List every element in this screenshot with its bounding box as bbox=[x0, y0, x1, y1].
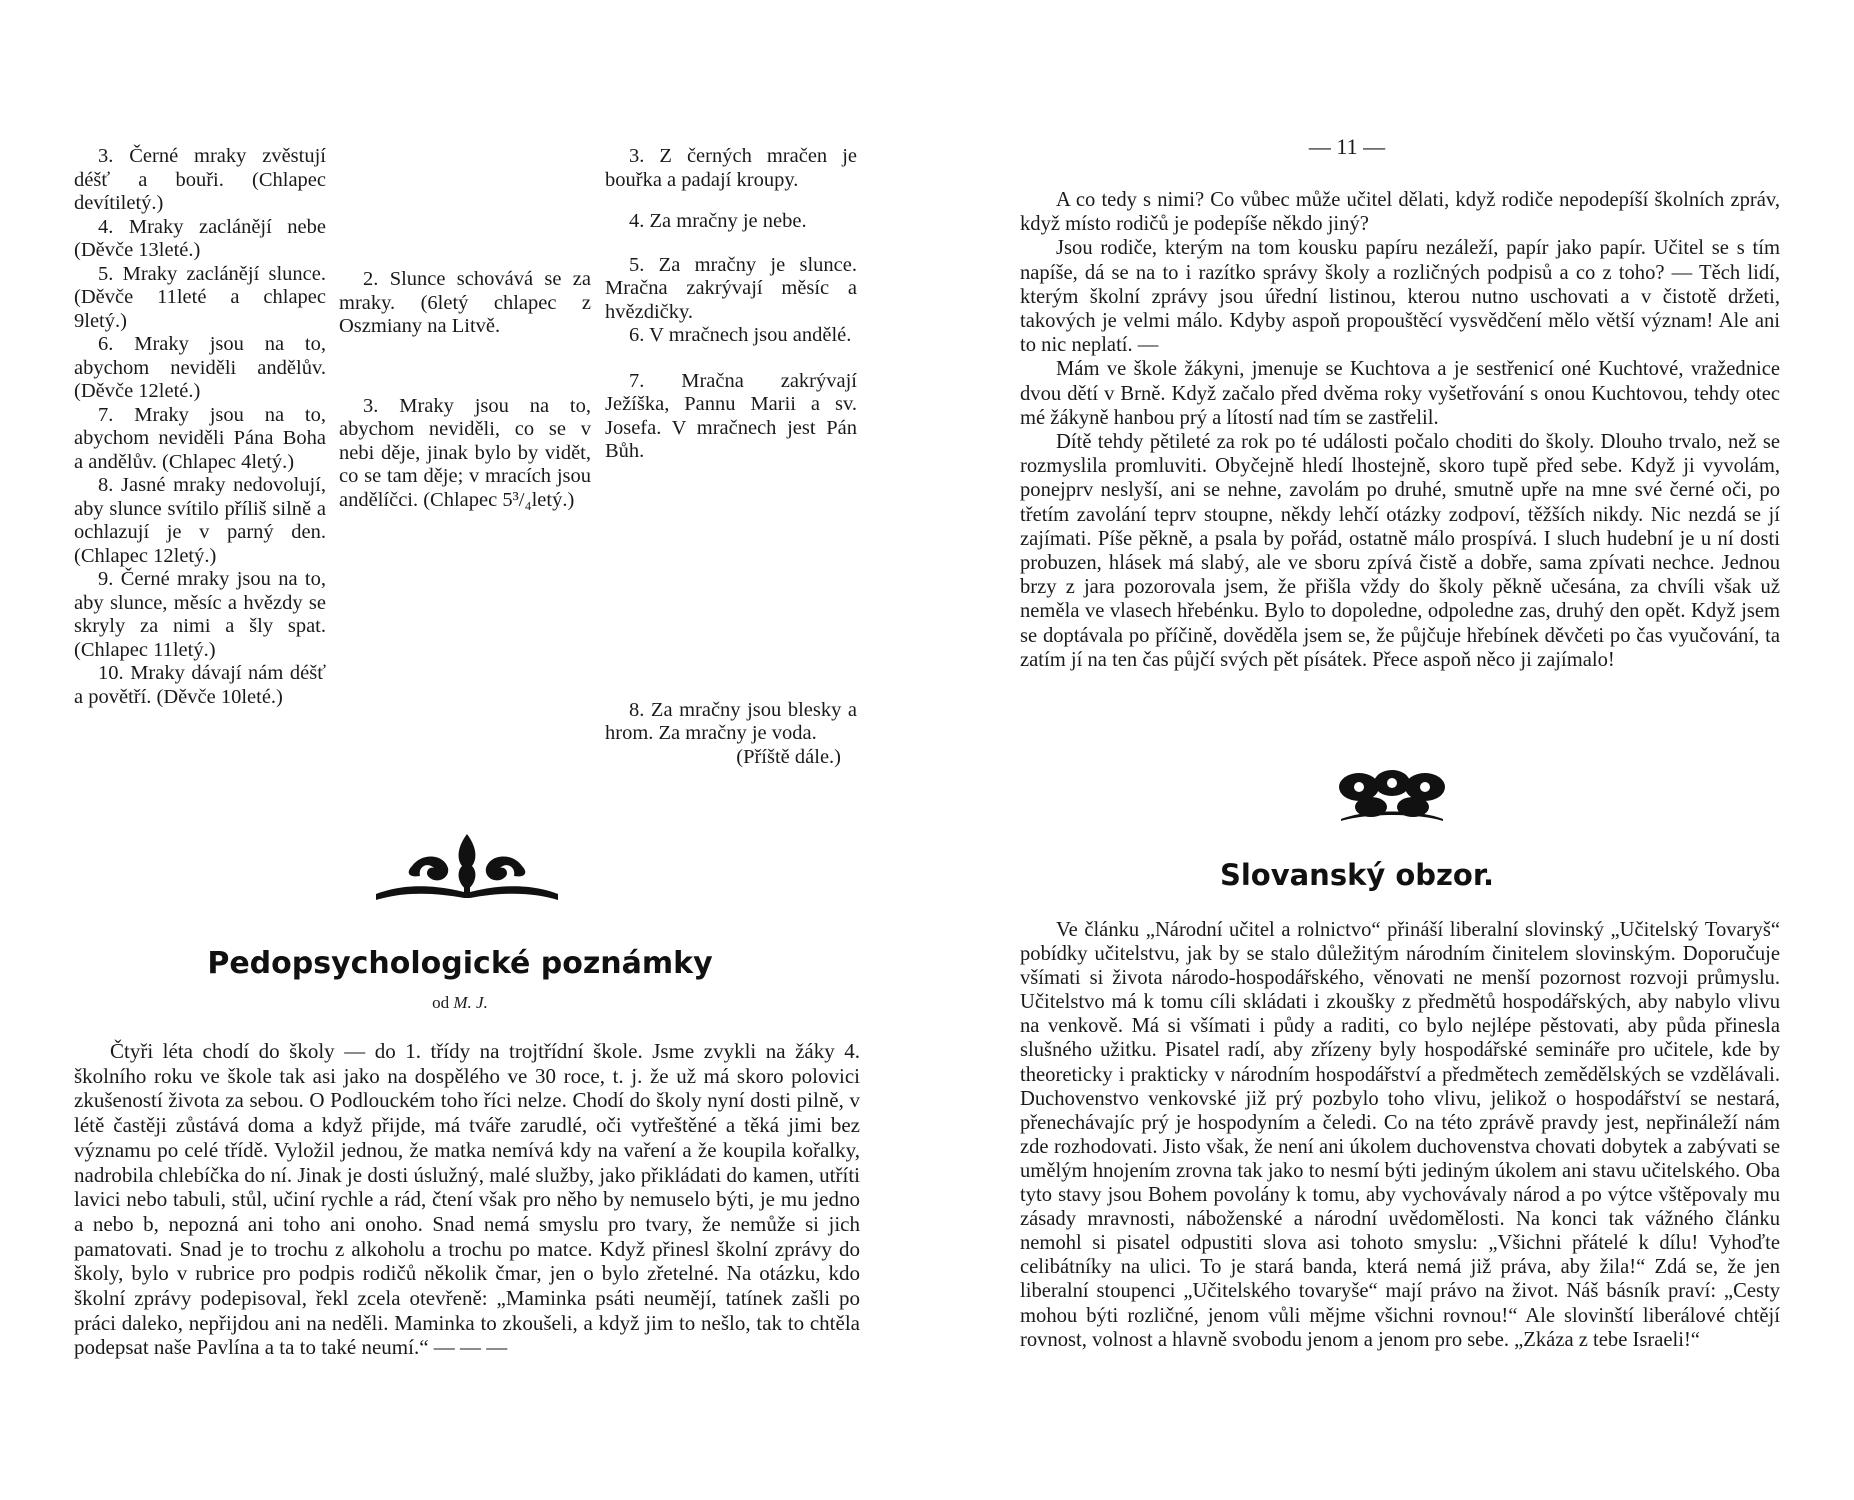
children-answers-column-1 bbox=[74, 145, 326, 709]
answer-item: 8. Jasné mraky nedovolují, aby slunce svítilo příliš silně a ochlazují je v parný den. (Chlapec 12letý.) bbox=[74, 474, 326, 567]
article-paragraph: Dítě tehdy pětileté za rok po té události počalo choditi do školy. Dlouho trvalo, než se rozmyslila promluviti. Obyčejně hledí lhostejně, skoro tupě před sebe. Když ji vyvolám, ponejprv neslyší, ani se nehne, zavolám po druhé, smutně upře na mne své černé oči, po třetím zavolání teprv stoupne, někdy lehčí otázky zodpoví, těžších nikdy. Nic nezdá se jí zajímati. Píše pěkně, a psala by pořád, ostatně málo prospívá. I sluch hudební je u ní dosti probuzen, hlásek má slabý, ale ve sboru zpívá čistě a dobře, sama zpívati nechce. Jednou brzy z jara pozorovala jsem, že přišla vždy do školy pěkně učesána, za chvíli však už neměla ve vlasech hřebénku. Bylo to dopoledne, odpoledne zas, druhý den opět. Když jsem se doptávala po příčině, dověděla jsem se, že půjčuje hřebínek děvčeti po čas vyučování, ta zatím jí na ten čas půjčí svých pět písátek. Přece aspoň něco ji zajímalo! bbox=[1020, 431, 1780, 671]
floral-vignette-icon bbox=[372, 832, 562, 904]
answer-item: 3. Z černých mračen je bouřka a padají kroupy. bbox=[605, 145, 857, 191]
children-answers-column-2 bbox=[339, 268, 591, 512]
answer-item: 7. Mraky jsou na to, abychom neviděli Pána Boha a andělův. (Chlapec 4letý.) bbox=[74, 403, 326, 473]
article-title: Pedopsychologické poznámky bbox=[207, 946, 713, 981]
right-page bbox=[927, 0, 1854, 1500]
answer-item: 6. V mračnech jsou andělé. bbox=[629, 324, 852, 346]
answer-item: 9. Černé mraky jsou na to, aby slunce, měsíc a hvězdy se skryly za nimi a šly spat. (Chlapec 11letý.) bbox=[74, 568, 326, 661]
answer-item: 8. Za mračny jsou blesky a hrom. Za mračny je voda. bbox=[605, 698, 857, 744]
article-paragraph: A co tedy s nimi? Co vůbec může učitel dělati, když rodiče nepodepíší školních zpráv, když místo rodičů je podepíše někdo jiný? bbox=[1020, 189, 1780, 236]
continued-article-body bbox=[1020, 188, 1780, 672]
answer-item: 3. Černé mraky zvěstují déšť a bouři. (Chlapec devítiletý.) bbox=[74, 145, 326, 214]
answer-item: 4. Mraky zaclánějí nebe (Děvče 13leté.) bbox=[74, 215, 326, 261]
answer-item: 10. Mraky dávají nám déšť a povětří. (Děvče 10leté.) bbox=[74, 662, 326, 708]
article-paragraph: Ve článku „Národní učitel a rolnictvo“ přináší liberalní slovinský „Učitelský Tovaryš“ pobídky učitelstvu, jak by se stalo důležitým národním činitelem slovinským. Doporučuje všímati si života národo-hospodářského, věnovati ne menší pozornost rozvoji průmyslu. Učitelstvo má k tomu cíli skládati i zkoušky z předmětů hospodářských, aby nabylo vlivu na venkově. Má si všímati i půdy a raditi, co bylo nejlépe pěstovati, aby půda přinesla slušného užitku. Pisatel radí, aby zřízeny byly hospodářské semináře pro učitele, kde by theoreticky i prakticky v národním hospodářství a předmětech zemědělských se vzdělávali. Duchovenstvo venkovské již prý pozbylo toho vlivu, jelikož o hospodářství se nestará, přenechávajíc prý je hospodyním a čeledi. Co na této zprávě pravdy jest, nepřináleží nám zde rozhodovati. Jisto však, že není ani úkolem duchovenstva chovati dobytek a zabývati se umělým hnojením zrovna tak jako to nesmí býti jediným úkolem ani stavu učitelského. Oba tyto stavy jsou Bohem povolány k tomu, aby vychovávaly národ a po výtce vštěpovaly mu zásady mravnosti, náboženské a národní uvědomělosti. Na konci tak vážného článku nemohl si pisatel odpustiti slova asi tohoto smyslu: „Všichni přátelé k dílu! Vyhoďte celibátníky na ulici. To je stará banda, která nemá již práva, aby žila!“ Zdá se, že jen liberalní stoupenci „Učitelského tovaryše“ mají právo na život. Náš básník praví: „Cesty mohou býti rozličné, jenom vůli mějme všichni rovnou!“ Ale slovinští liberálové chtějí rovnost, volnost a hlavně svobodu jenom a jenom pro sebe. „Zkáza z tebe Israeli!“ bbox=[1020, 919, 1780, 1351]
leaf-vignette-icon bbox=[1337, 765, 1447, 823]
answer-item: 5. Mraky zaclánějí slunce. (Děvče 11leté a chlapec 9letý.) bbox=[74, 262, 326, 332]
article-byline bbox=[320, 993, 600, 1013]
article-body bbox=[74, 1039, 860, 1360]
article-paragraph: Mám ve škole žákyni, jmenuje se Kuchtova a je sestřenicí oné Kuchtové, vražednice dvou dětí v Brně. Když začalo před dvěma roky vyšetřování s onou Kuchtovou, tehdy otec mé žákyně hanbou prý a lítostí nad tím se zastřelil. bbox=[1020, 358, 1780, 429]
answer-item: 5. Za mračny je slunce. Mračna zakrývají měsíc a hvězdičky. bbox=[605, 253, 857, 323]
byline-prefix: od bbox=[432, 993, 450, 1012]
children-answers-column-3 bbox=[605, 145, 857, 769]
answer-item: 7. Mračna zakrývají Ježíška, Pannu Marii a sv. Josefa. V mračnech jest Pán Bůh. bbox=[605, 369, 857, 462]
article-paragraph: Čtyři léta chodí do školy — do 1. třídy na trojtřídní škole. Jsme zvykli na žáky 4. školního roku ve škole tak asi jako na dospělého ve 30 roce, t. j. že už má skoro polovici zkušeností života za sebou. O Podlouckém toho říci nelze. Chodí do školy nyní dosti pilně, v létě častěji zůstává doma a když přijde, má tváře zarudlé, oči vytřeštěné a těká jimi bez významu po celé třídě. Vyložil jednou, že matka nemívá kdy na vaření a že koupila kořalky, nadrobila chlebíčka do ní. Jinak je dosti úslužný, malé služby, jako přikládati do kamen, utříti lavici nebo tabuli, stůl, učiní rychle a rád, čtení však pro něho by nemuselo býti, je mu jedno a nebo b, nepozná ani toho ani onoho. Snad nemá smyslu pro tvary, že nemůže si jich pamatovati. Snad je to trochu z alkoholu a trochu po matce. Když přinesl školní zprávy do školy, bylo v rubrice pro podpis rodičů několik čmar, jen o bylo zřetelné. Na otázku, kdo školní zprávy podepisoval, řekl zcela otevřeně: „Maminka psáti neumějí, tatínek zašli po práci daleko, nepřijdou ani na neděli. Maminka to zkoušeli, a když jim to nešlo, tak to chtěla podepsat naše Pavlína a ta to také neumí.“ — — — bbox=[74, 1039, 860, 1360]
answer-item: 2. Slunce schovává se za mraky. (6letý chlapec z Oszmiany na Litvě. bbox=[339, 268, 591, 337]
section-title: Slovanský obzor. bbox=[1219, 858, 1495, 892]
article-paragraph: Jsou rodiče, kterým na tom kousku papíru nezáleží, papír jako papír. Učitel se s tím napíše, dá se na to i razítko správy školy a rozličných podpisů a co z toho? — Těch lidí, kterým školní zprávy jsou úřední listinou, kterou nutno uschovati a v čistotě držeti, takových je velmi málo. Kdyby aspoň propouštěcí vysvědčení mělo větší význam! Ale ani to nic neplatí. — bbox=[1020, 237, 1780, 357]
page-number: — 11 — bbox=[1308, 134, 1386, 159]
answer-item: 4. Za mračny je nebe. bbox=[629, 210, 807, 232]
answer-item: 6. Mraky jsou na to, abychom neviděli andělův. (Děvče 12leté.) bbox=[74, 333, 326, 402]
section-body bbox=[1020, 918, 1780, 1352]
answer-item: 3. Mraky jsou na to, abychom neviděli, co se v nebi děje, jinak bylo by vidět, co se tam děje; v mracích jsou andělíčci. (Chlapec 5³/₄letý.) bbox=[339, 394, 591, 511]
continued-note: (Příště dále.) bbox=[736, 745, 841, 768]
byline-author: M. J. bbox=[453, 993, 488, 1012]
